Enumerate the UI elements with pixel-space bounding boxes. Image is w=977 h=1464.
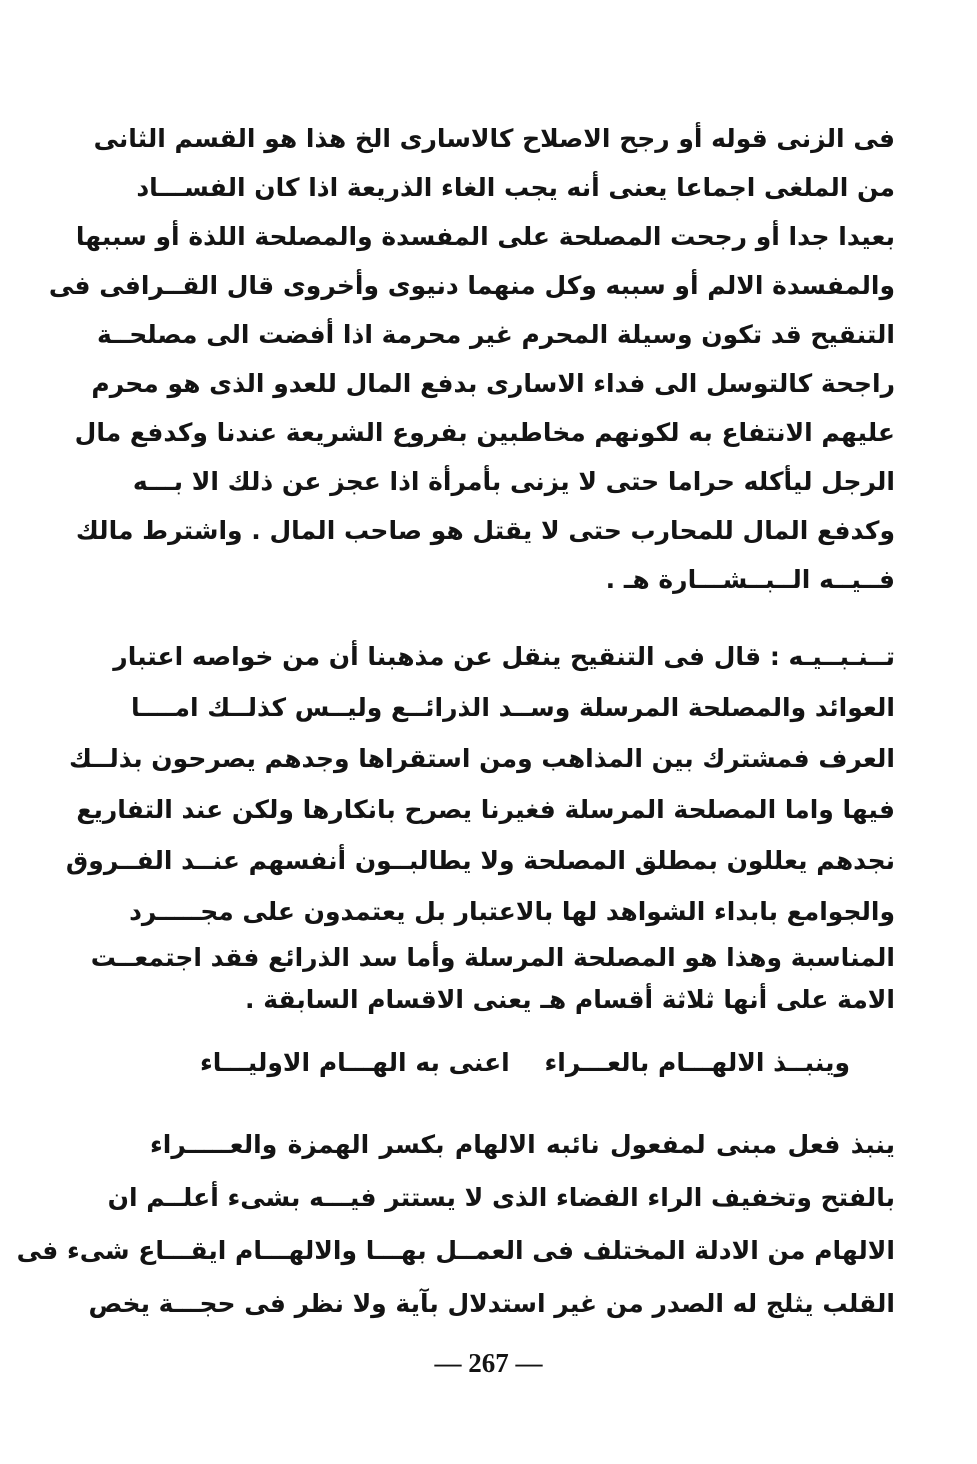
text-line: بعيدا جدا أو رجحت المصلحة على المفسدة والمصلحة اللذة أو سببها — [75, 222, 895, 251]
text-line: فى الزنى قوله أو رجح الاصلاح كالاسارى الخ هذا هو القسم الثانى — [93, 124, 895, 153]
poem-verse — [200, 1038, 850, 1088]
verse-first-hemistich: وينبــذ الالهـــام بالعـــراء — [544, 1048, 850, 1077]
text-line: الالهام من الادلة المختلف فى العمــل بهـــا والالهـــام ايقـــاع شىء فى — [16, 1236, 895, 1265]
text-line: الرجل ليأكله حراما حتى لا يزنى بأمرأة اذا عجز عن ذلك الا بـــه — [132, 467, 895, 496]
text-line: الامة على أنها ثلاثة أقسام هـ يعنى الاقسام السابقة . — [245, 985, 895, 1014]
text-line: القلب يثلج له الصدر من غير استدلال بآية ولا نظر فى حجـــة يخص — [88, 1289, 895, 1318]
text-line: ينبذ فعل مبنى لمفعول نائبه الالهام بكسر الهمزة والعـــــراء — [150, 1130, 895, 1159]
text-line: نجدهم يعللون بمطلق المصلحة ولا يطالبــون أنفسهم عنــد الفــروق — [65, 846, 895, 875]
text-line: والجوامع بابداء الشواهد لها بالاعتبار بل يعتمدون على مجـــــرد — [129, 897, 895, 926]
text-line: العرف فمشترك بين المذاهب ومن استقراها وجدهم يصرحون بذلــك — [69, 744, 895, 773]
text-line: فيها واما المصلحة المرسلة فغيرنا يصرح بانكارها ولكن عند التفاريع — [76, 795, 895, 824]
page-number: — 267 — — [434, 1348, 543, 1378]
text-line: عليهم الانتفاع به لكونهم مخاطبين بفروع الشريعة عندنا وكدفع مال — [74, 418, 895, 447]
text-line: راجحة كالتوسل الى فداء الاسارى بدفع المال للعدو الذى هو محرم — [91, 369, 895, 398]
text-line: فــيــه الــبــشـــارة هـ . — [605, 565, 895, 594]
text-line: وكدفع المال للمحارب حتى لا يقتل هو صاحب المال . واشترط مالك — [75, 516, 895, 545]
verse-second-hemistich: اعنى به الهـــام الاوليـــاء — [200, 1048, 510, 1077]
text-line: من الملغى اجماعا يعنى أنه يجب الغاء الذريعة اذا كان الفســـاد — [136, 173, 895, 202]
paragraph-3 — [16, 1118, 895, 1330]
text-line: التنقيح قد تكون وسيلة المحرم غير محرمة اذا أفضت الى مصلحــة — [96, 320, 895, 349]
text-line: بالفتح وتخفيف الراء الفضاء الذى لا يستتر فيـــه بشىء أعلــم ان — [107, 1183, 895, 1212]
text-line: تــنـبــيـه : قال فى التنقيح ينقل عن مذهبنا أن من خواصه اعتبار — [113, 642, 895, 671]
text-line: العوائد والمصلحة المرسلة وســد الذرائــع وليــس كذلــك امــــا — [130, 693, 895, 722]
text-line: المناسبة وهذا هو المصلحة المرسلة وأما سد الذرائع فقد اجتمعــت — [90, 943, 895, 972]
text-line: والمفسدة الالم أو سببه وكل منهما دنيوى وأخروى قال القــرافى فى — [48, 271, 895, 300]
paragraph-2 — [65, 631, 895, 1021]
paragraph-1 — [48, 114, 895, 604]
